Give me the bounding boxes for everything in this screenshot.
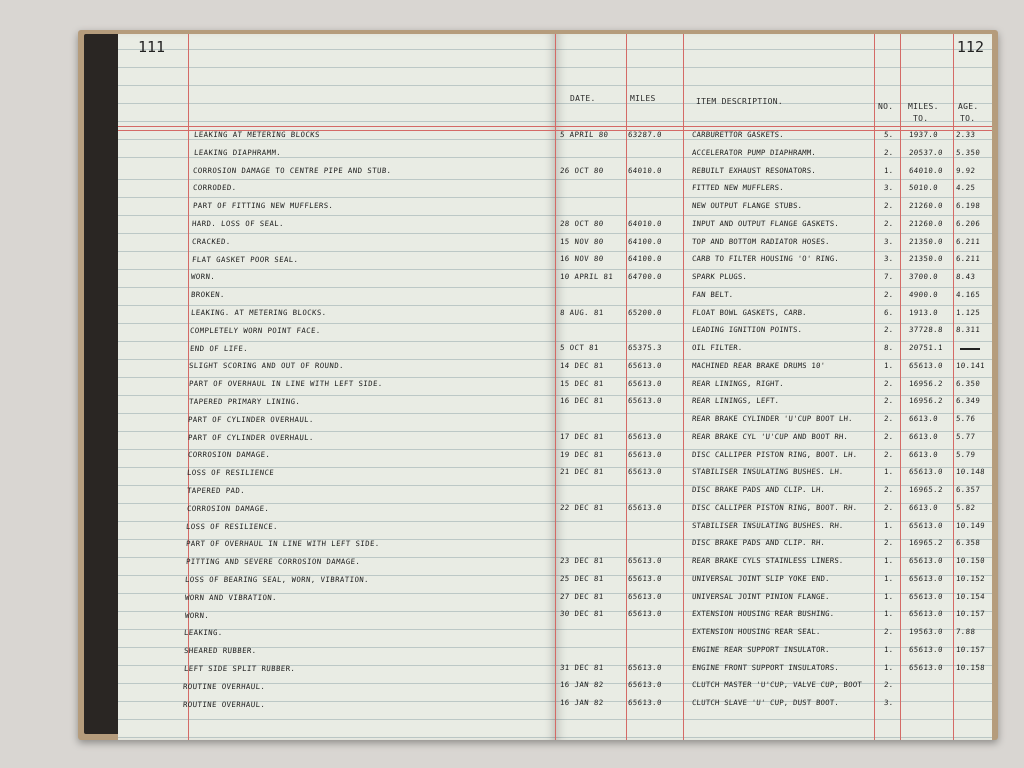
entry-age: 10.157 (955, 609, 986, 619)
defect-note: TAPERED PAD. (186, 486, 246, 495)
entry-miles-to: 64010.0 (908, 165, 944, 175)
entry-date: 15 DEC 81 (559, 378, 604, 388)
entry-age: 7.88 (955, 627, 976, 636)
entry-quantity: 2. (883, 325, 895, 335)
defect-note: LOSS OF RESILIENCE. (185, 521, 279, 531)
entry-quantity: 2. (883, 378, 895, 388)
entry-date: 16 JAN 82 (559, 680, 604, 690)
entry-miles-to: 19563.0 (908, 627, 944, 636)
entry-date: 16 NOV 80 (559, 254, 604, 264)
entry-item: MACHINED REAR BRAKE DRUMS 10' (691, 360, 826, 370)
entry-age: 10.154 (955, 591, 986, 601)
entry-quantity: 5. (883, 130, 895, 139)
entry-item: DISC CALLIPER PISTON RING, BOOT. RH. (691, 502, 858, 512)
entry-quantity: 2. (883, 449, 895, 459)
entry-quantity: 1. (883, 662, 895, 672)
entry-item: UNIVERSAL JOINT PINION FLANGE. (691, 591, 831, 601)
entry-miles-to: 16965.2 (908, 538, 944, 548)
entry-item: REAR BRAKE CYLINDER 'U'CUP BOOT LH. (691, 414, 854, 423)
entry-quantity: 1. (883, 573, 895, 583)
entry-item: DISC BRAKE PADS AND CLIP. RH. (691, 538, 826, 548)
entry-age: 10.150 (955, 556, 986, 565)
entry-miles: 64100.0 (627, 236, 663, 246)
entry-date: 5 OCT 81 (559, 343, 600, 352)
entry-age: 10.152 (955, 573, 986, 583)
entry-quantity: 2. (883, 289, 895, 299)
entry-miles: 64700.0 (627, 272, 663, 281)
header-date: DATE. (570, 94, 596, 103)
entry-item: CLUTCH MASTER 'U'CUP, VALVE CUP, BOOT (691, 680, 863, 690)
entry-miles: 65613.0 (627, 396, 663, 406)
entry-age: 5.82 (955, 502, 976, 512)
right-header-rule-top (556, 126, 992, 127)
entry-date: 27 DEC 81 (559, 591, 604, 601)
defect-note: PITTING AND SEVERE CORROSION DAMAGE. (185, 557, 361, 567)
entry-age: 4.165 (955, 289, 981, 299)
entry-age: 2.33 (955, 130, 976, 139)
entry-miles: 65613.0 (627, 449, 663, 459)
entry-quantity: 1. (883, 360, 895, 370)
entry-miles: 65613.0 (627, 698, 663, 707)
entry-miles-to: 65613.0 (908, 556, 944, 565)
entry-item: STABILISER INSULATING BUSHES. LH. (691, 467, 844, 477)
entry-quantity: 8. (883, 343, 895, 352)
header-miles-to: MILES. (908, 102, 939, 111)
entry-miles-to: 3700.0 (908, 272, 939, 281)
entry-miles-to: 20751.1 (908, 343, 944, 352)
left-header-rule-top (118, 126, 556, 127)
entry-miles-to: 16956.2 (908, 378, 944, 388)
entry-quantity: 2. (883, 396, 895, 406)
defect-note: SHEARED RUBBER. (183, 646, 257, 656)
left-page (118, 34, 556, 740)
entry-item: CARBURETTOR GASKETS. (691, 130, 785, 139)
entry-miles-to: 6613.0 (908, 414, 939, 423)
right-rule-item (683, 34, 684, 740)
entry-age: 10.149 (955, 520, 986, 530)
age-dash-mark (960, 348, 980, 350)
defect-note: FLAT GASKET POOR SEAL. (191, 254, 299, 264)
right-rule-no (874, 34, 875, 740)
entry-quantity: 1. (883, 609, 895, 619)
entry-age: 6.357 (955, 485, 981, 494)
entry-age: 9.92 (955, 165, 976, 175)
entry-age: 6.211 (955, 254, 981, 264)
entry-age: 6.198 (955, 201, 981, 210)
entry-miles-to: 65613.0 (908, 644, 944, 654)
entry-age: 6.350 (955, 378, 981, 388)
defect-note: WORN. (184, 610, 210, 620)
header-item-description: ITEM DESCRIPTION. (696, 97, 783, 106)
entry-item: REAR BRAKE CYL 'U'CUP AND BOOT RH. (691, 431, 849, 441)
defect-note: LOSS OF BEARING SEAL, WORN, VIBRATION. (184, 575, 370, 584)
entry-quantity: 1. (883, 556, 895, 565)
entry-quantity: 2. (883, 502, 895, 512)
entry-item: FAN BELT. (691, 289, 734, 299)
entry-item: LEADING IGNITION POINTS. (691, 325, 803, 335)
entry-item: EXTENSION HOUSING REAR SEAL. (691, 627, 821, 636)
entry-date: 30 DEC 81 (559, 609, 604, 619)
defect-note: COMPLETELY WORN POINT FACE. (189, 325, 322, 335)
entry-quantity: 2. (883, 414, 895, 423)
entry-date: 16 DEC 81 (559, 396, 604, 406)
defect-note: HARD. LOSS OF SEAL. (191, 219, 285, 228)
entry-item: NEW OUTPUT FLANGE STUBS. (691, 201, 803, 210)
entry-quantity: 1. (883, 644, 895, 654)
defect-note: CORRODED. (192, 183, 237, 193)
entry-miles-to: 37728.8 (908, 325, 944, 335)
entry-miles-to: 20537.0 (908, 147, 944, 157)
entry-item: INPUT AND OUTPUT FLANGE GASKETS. (691, 218, 840, 228)
entry-age: 6.211 (955, 236, 981, 246)
entry-quantity: 3. (883, 183, 895, 193)
entry-age: 6.349 (955, 396, 981, 406)
entry-quantity: 2. (883, 627, 895, 636)
entry-miles-to: 5010.0 (908, 183, 939, 193)
entry-item: ENGINE REAR SUPPORT INSULATOR. (691, 644, 831, 654)
right-rule-age (953, 34, 954, 740)
entry-date: 22 DEC 81 (559, 502, 604, 512)
entry-miles-to: 6613.0 (908, 449, 939, 459)
entry-item: CARB TO FILTER HOUSING 'O' RING. (691, 254, 840, 264)
entry-miles-to: 16956.2 (908, 396, 944, 406)
entry-miles: 65613.0 (627, 680, 663, 690)
defect-note: LEAKING. (183, 628, 224, 638)
header-miles-to-sub: TO. (913, 114, 929, 123)
entry-item: REAR LININGS, RIGHT. (691, 378, 785, 388)
entry-miles: 64100.0 (627, 254, 663, 264)
entry-quantity: 2. (883, 201, 895, 210)
header-miles: MILES (630, 94, 656, 103)
entry-miles: 65613.0 (627, 609, 663, 619)
entry-age: 10.158 (955, 662, 986, 672)
defect-note: CRACKED. (191, 236, 231, 246)
entry-quantity: 1. (883, 591, 895, 601)
defect-note: ROUTINE OVERHAUL. (182, 699, 266, 709)
entry-miles-to: 1913.0 (908, 307, 939, 317)
entry-item: TOP AND BOTTOM RADIATOR HOSES. (691, 236, 831, 246)
entry-miles: 65613.0 (627, 573, 663, 583)
entry-item: ACCELERATOR PUMP DIAPHRAMM. (691, 147, 817, 157)
entry-quantity: 3. (883, 254, 895, 264)
entry-item: DISC BRAKE PADS AND CLIP. LH. (691, 485, 826, 494)
entry-item: REAR LININGS, LEFT. (691, 396, 780, 406)
entry-miles-to: 65613.0 (908, 662, 944, 672)
entry-miles-to: 65613.0 (908, 467, 944, 477)
entry-date: 19 DEC 81 (559, 449, 604, 459)
header-age-sub: TO. (960, 114, 976, 123)
entry-miles: 64010.0 (627, 165, 663, 175)
defect-note: CORROSION DAMAGE TO CENTRE PIPE AND STUB. (192, 165, 393, 175)
entry-age: 10.141 (955, 360, 986, 370)
right-rule-miles-to (900, 34, 901, 740)
entry-miles-to: 65613.0 (908, 360, 944, 370)
entry-quantity: 2. (883, 538, 895, 548)
entry-quantity: 1. (883, 467, 895, 477)
header-age: AGE. (958, 102, 979, 111)
entry-date: 5 APRIL 80 (559, 130, 609, 139)
entry-quantity: 3. (883, 698, 895, 707)
entry-miles-to: 21350.0 (908, 236, 944, 246)
defect-note: PART OF CYLINDER OVERHAUL. (187, 432, 315, 442)
entry-age: 5.77 (955, 431, 976, 441)
entry-date: 23 DEC 81 (559, 556, 604, 565)
entry-miles: 65200.0 (627, 307, 663, 317)
entry-item: REAR BRAKE CYLS STAINLESS LINERS. (691, 556, 844, 565)
entry-item: FITTED NEW MUFFLERS. (691, 183, 785, 193)
defect-note: WORN. (190, 272, 216, 282)
defect-note: LEAKING AT METERING BLOCKS (193, 130, 321, 139)
entry-item: ENGINE FRONT SUPPORT INSULATORS. (691, 662, 840, 672)
entry-item: STABILISER INSULATING BUSHES. RH. (691, 520, 844, 530)
entry-miles: 65613.0 (627, 591, 663, 601)
defect-note: END OF LIFE. (189, 343, 249, 353)
defect-note: ROUTINE OVERHAUL. (182, 681, 266, 691)
entry-quantity: 2. (883, 147, 895, 157)
defect-note: TAPERED PRIMARY LINING. (188, 397, 301, 406)
entry-age: 10.148 (955, 467, 986, 477)
entry-miles: 65613.0 (627, 360, 663, 370)
entry-miles: 65613.0 (627, 556, 663, 565)
entry-miles-to: 4900.0 (908, 289, 939, 299)
entry-miles: 65613.0 (627, 378, 663, 388)
entry-quantity: 1. (883, 520, 895, 530)
entry-quantity: 3. (883, 236, 895, 246)
entry-date: 17 DEC 81 (559, 431, 604, 441)
entry-miles-to: 65613.0 (908, 520, 944, 530)
entry-miles: 65613.0 (627, 467, 663, 477)
defect-note: CORROSION DAMAGE. (186, 503, 270, 513)
entry-age: 1.125 (955, 307, 981, 317)
entry-miles: 65613.0 (627, 662, 663, 672)
entry-quantity: 2. (883, 431, 895, 441)
entry-date: 31 DEC 81 (559, 662, 604, 672)
entry-item: REBUILT EXHAUST RESONATORS. (691, 165, 817, 175)
entry-date: 8 AUG. 81 (559, 307, 604, 317)
entry-miles: 65375.3 (627, 343, 663, 352)
defect-note: BROKEN. (190, 290, 226, 300)
entry-age: 6.206 (955, 218, 981, 228)
entry-miles: 64010.0 (627, 218, 663, 228)
entry-quantity: 6. (883, 307, 895, 317)
entry-item: CLUTCH SLAVE 'U' CUP, DUST BOOT. (691, 698, 840, 707)
defect-note: PART OF FITTING NEW MUFFLERS. (192, 201, 334, 211)
entry-age: 5.350 (955, 147, 981, 157)
entry-date: 26 OCT 80 (559, 165, 604, 175)
entry-quantity: 2. (883, 485, 895, 494)
defect-note: WORN AND VIBRATION. (184, 592, 278, 602)
entry-quantity: 2. (883, 218, 895, 228)
entry-date: 14 DEC 81 (559, 360, 604, 370)
entry-item: OIL FILTER. (691, 343, 743, 352)
entry-miles: 63287.0 (627, 130, 663, 139)
entry-age: 10.157 (955, 644, 986, 654)
entry-age: 8.43 (955, 272, 976, 281)
entry-miles-to: 6613.0 (908, 431, 939, 441)
entry-miles-to: 16965.2 (908, 485, 944, 494)
entry-miles-to: 1937.0 (908, 130, 939, 139)
entry-miles-to: 21260.0 (908, 201, 944, 210)
defect-note: PART OF OVERHAUL IN LINE WITH LEFT SIDE. (185, 539, 380, 549)
entry-item: SPARK PLUGS. (691, 272, 748, 281)
entry-age: 5.79 (955, 449, 976, 459)
entry-date: 10 APRIL 81 (559, 272, 614, 281)
entry-item: UNIVERSAL JOINT SLIP YOKE END. (691, 573, 831, 583)
entry-miles-to: 21350.0 (908, 254, 944, 264)
right-page (556, 34, 992, 740)
header-no: NO. (878, 102, 894, 111)
entry-date: 16 JAN 82 (559, 698, 604, 707)
entry-age: 8.311 (955, 325, 981, 335)
defect-note: CORROSION DAMAGE. (187, 450, 271, 460)
defect-note: LEFT SIDE SPLIT RUBBER. (183, 664, 296, 673)
entry-item: FLOAT BOWL GASKETS, CARB. (691, 307, 808, 317)
entry-age: 4.25 (955, 183, 976, 193)
entry-miles: 65613.0 (627, 502, 663, 512)
defect-note: SLIGHT SCORING AND OUT OF ROUND. (189, 361, 345, 371)
entry-date: 28 OCT 80 (559, 218, 604, 228)
entry-age: 5.76 (955, 414, 976, 423)
entry-quantity: 1. (883, 165, 895, 175)
defect-note: LEAKING DIAPHRAMM. (193, 147, 282, 157)
entry-date: 21 DEC 81 (559, 467, 604, 477)
defect-note: PART OF CYLINDER OVERHAUL. (188, 414, 315, 424)
entry-miles-to: 21260.0 (908, 218, 944, 228)
defect-note: LOSS OF RESILIENCE (187, 468, 275, 478)
entry-quantity: 2. (883, 680, 895, 690)
entry-miles: 65613.0 (627, 431, 663, 441)
entry-miles-to: 65613.0 (908, 573, 944, 583)
left-page-number: 111 (138, 38, 166, 56)
defect-note: LEAKING. AT METERING BLOCKS. (190, 308, 327, 317)
entry-item: EXTENSION HOUSING REAR BUSHING. (691, 609, 835, 619)
entry-miles-to: 65613.0 (908, 591, 944, 601)
entry-item: DISC CALLIPER PISTON RING, BOOT. LH. (691, 449, 858, 459)
entry-quantity: 7. (883, 272, 895, 281)
entry-date: 25 DEC 81 (559, 573, 604, 583)
entry-miles-to: 65613.0 (908, 609, 944, 619)
entry-miles-to: 6613.0 (908, 502, 939, 512)
right-page-number: 112 (956, 38, 984, 56)
entry-age: 6.358 (955, 538, 981, 548)
defect-note: PART OF OVERHAUL IN LINE WITH LEFT SIDE. (188, 379, 384, 389)
entry-date: 15 NOV 80 (559, 236, 604, 246)
left-header-rule-bottom (118, 130, 556, 131)
